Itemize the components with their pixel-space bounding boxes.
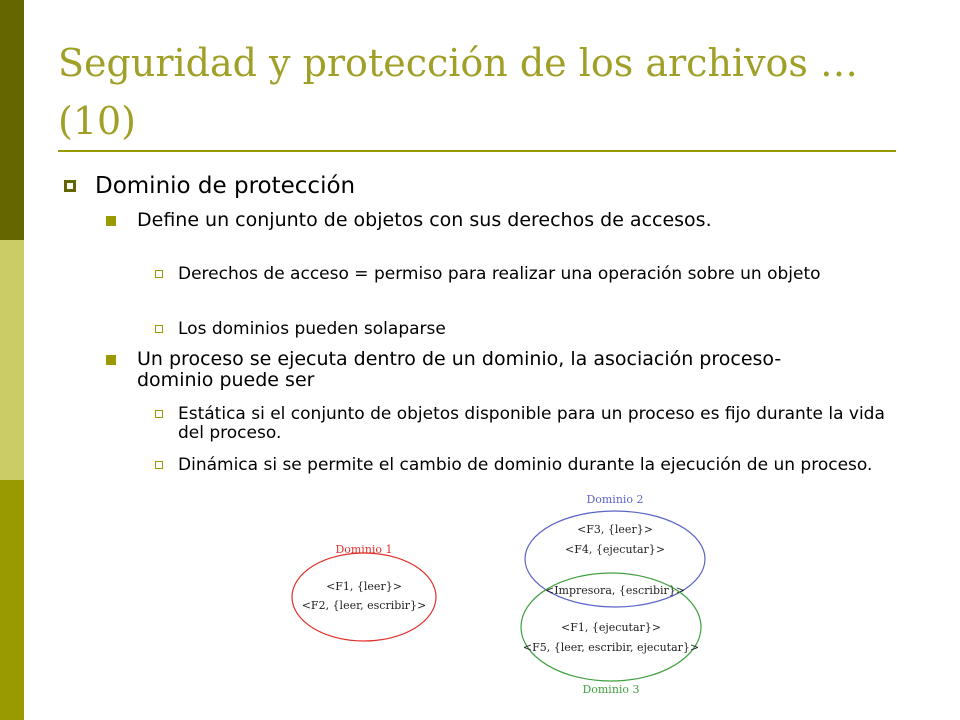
bullet-solapan: Los dominios pueden solaparse <box>178 319 446 339</box>
domain3-item: <F5, {leer, escribir, ejecutar}> <box>522 641 700 654</box>
bullet-dominio-proteccion: Dominio de protección <box>95 173 356 199</box>
domain2-item: <F3, {leer}> <box>577 523 653 536</box>
domain1-item: <F1, {leer}> <box>326 580 402 593</box>
domain1-item: <F2, {leer, escribir}> <box>301 599 427 612</box>
domain3-item: <F1, {ejecutar}> <box>561 621 661 634</box>
shared-object: <Impresora, {escribir}> <box>544 584 686 597</box>
domain1-label: Dominio 1 <box>335 543 393 556</box>
bullet-proceso: Un proceso se ejecuta dentro de un dominio, la asociación proceso-dominio puede ser <box>137 348 782 391</box>
bullet-estatica: Estática si el conjunto de objetos disponible para un proceso es fijo durante la vida del proceso. <box>178 404 885 443</box>
slide-title: Seguridad y protección de los archivos … (10) <box>58 41 859 143</box>
domain1-ellipse <box>292 553 436 641</box>
bullet-define: Define un conjunto de objetos con sus derechos de accesos. <box>137 209 712 231</box>
bullet-dinamica: Dinámica si se permite el cambio de dominio durante la ejecución de un proceso. <box>178 455 873 475</box>
domain3-label: Dominio 3 <box>582 683 640 696</box>
domain2-item: <F4, {ejecutar}> <box>565 543 665 556</box>
bullet-derechos: Derechos de acceso = permiso para realizar una operación sobre un objeto <box>178 264 821 284</box>
domain2-label: Dominio 2 <box>586 493 644 506</box>
